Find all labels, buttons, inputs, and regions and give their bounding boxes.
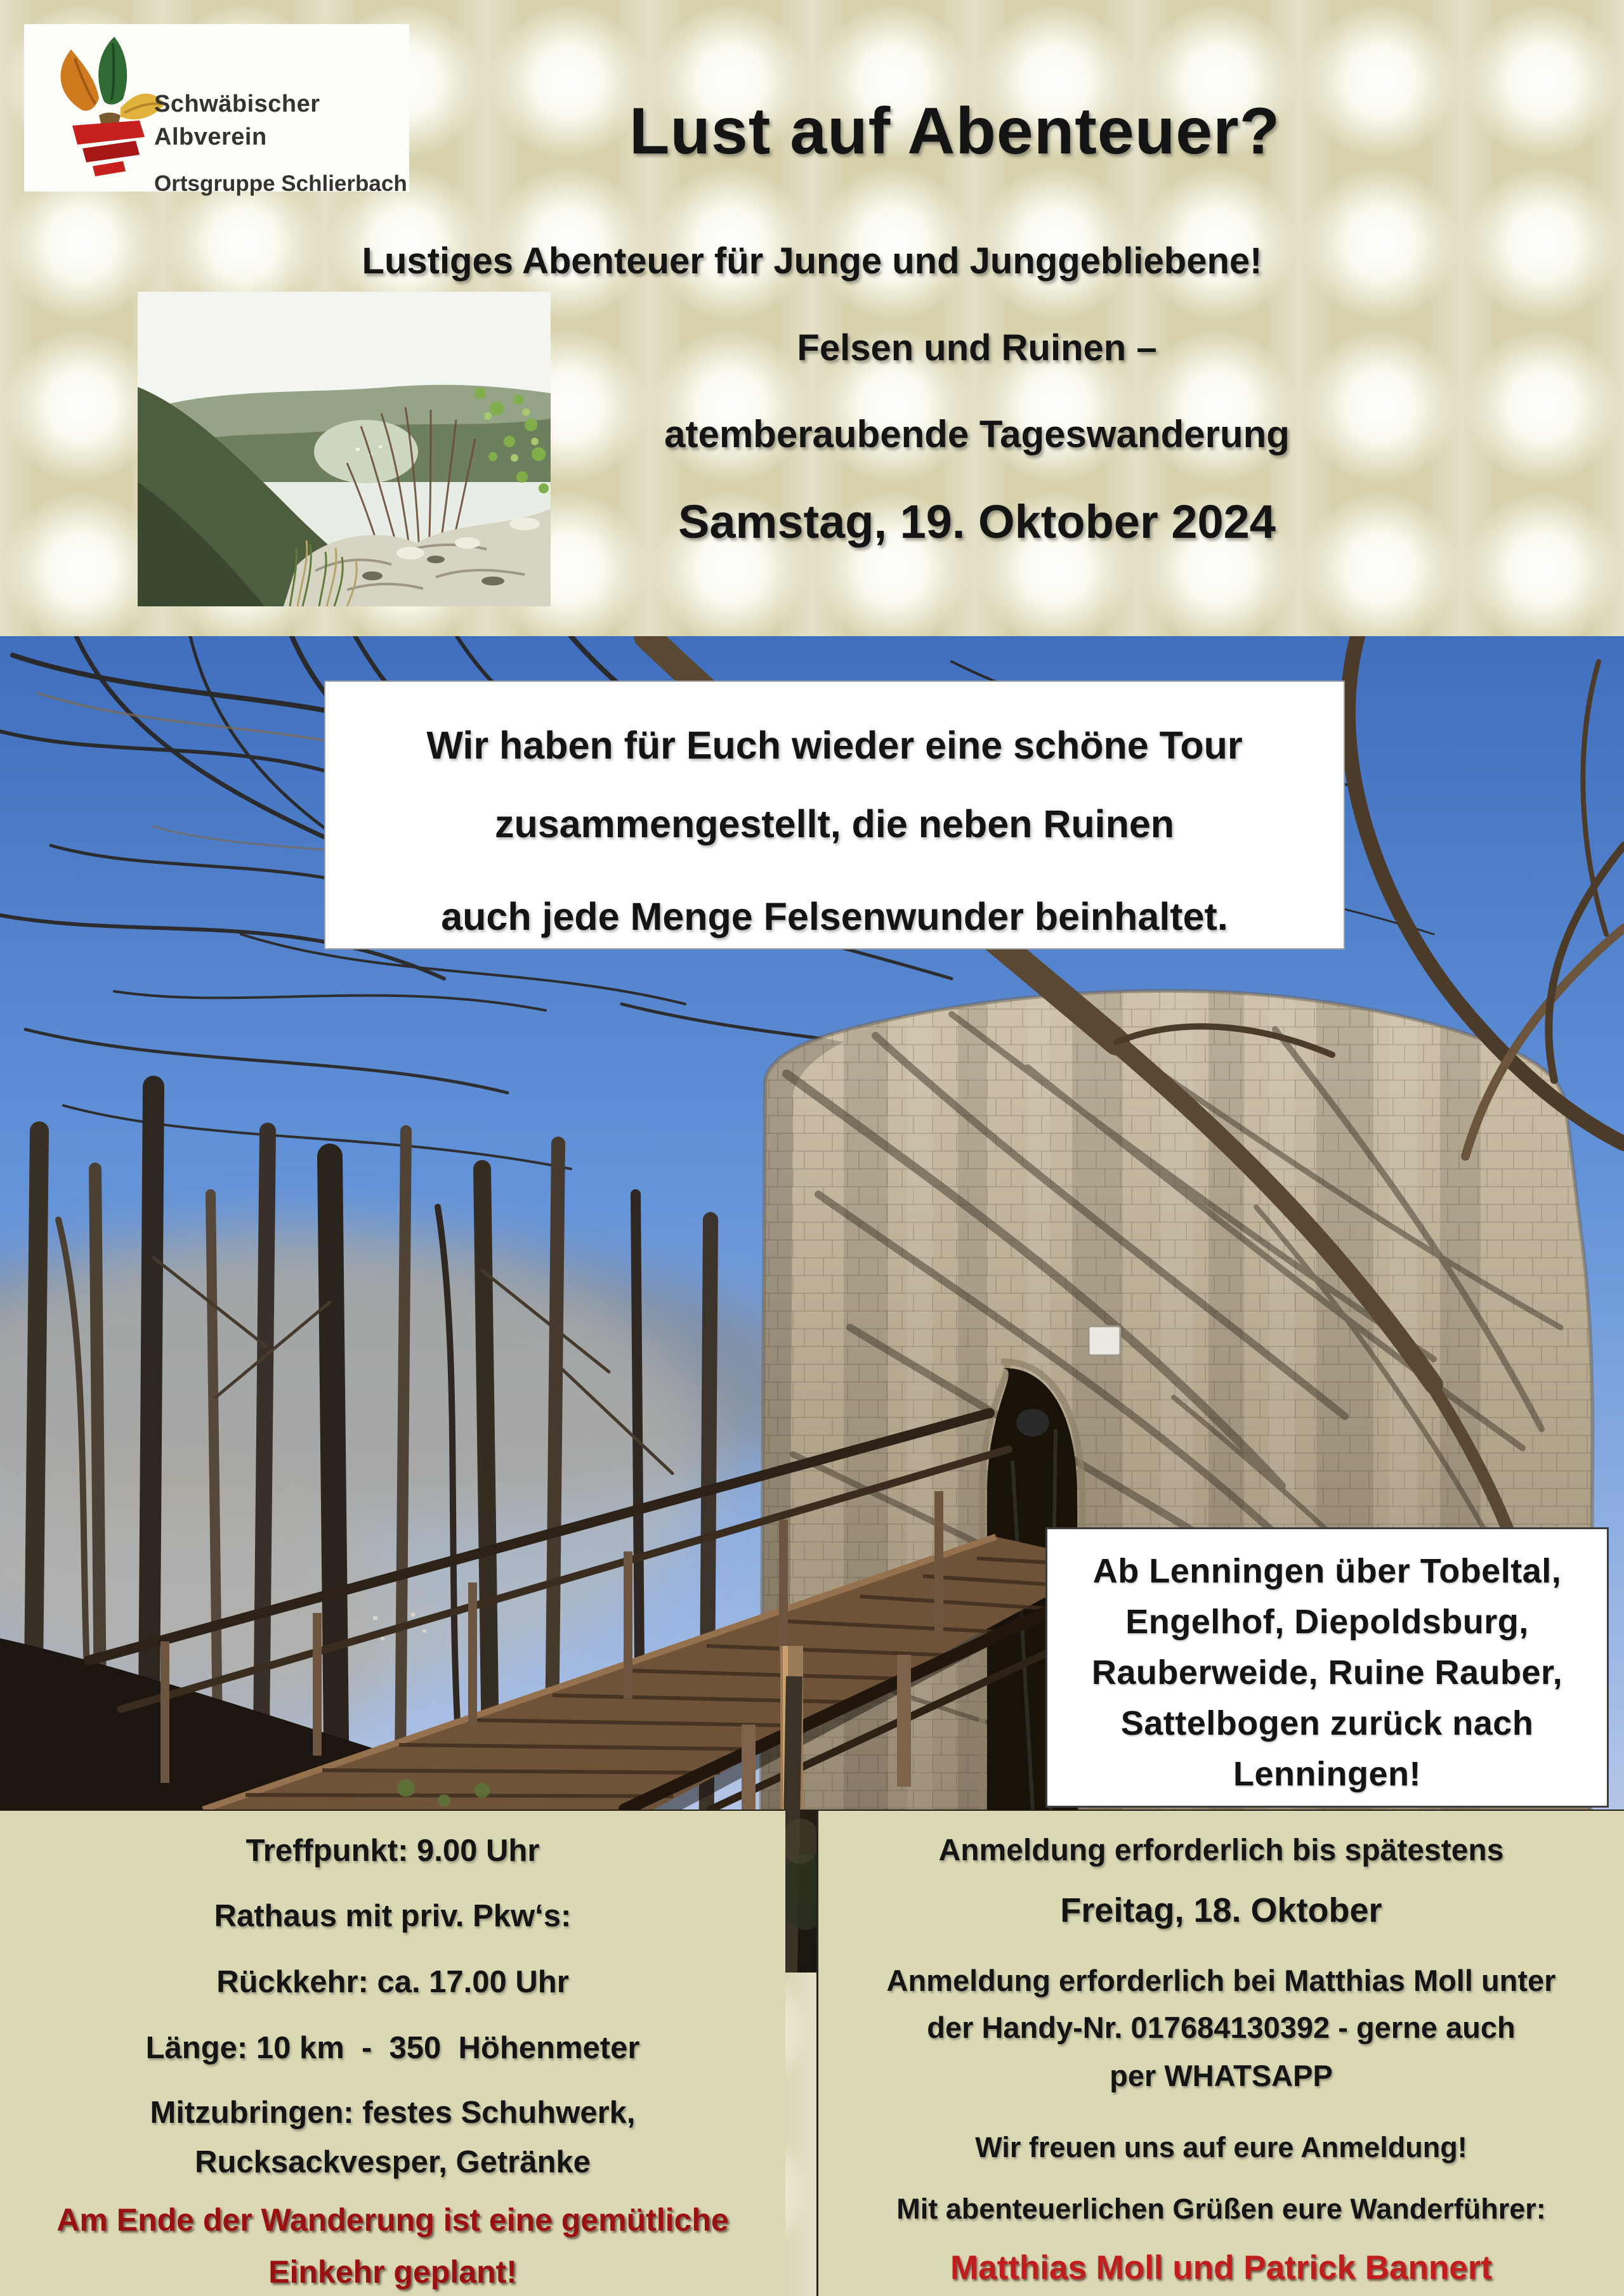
route-line: Sattelbogen zurück nach — [1120, 1704, 1534, 1742]
page-title: Lust auf Abenteuer? — [629, 95, 1281, 168]
intro-line: zusammengestellt, die neben Ruinen — [494, 802, 1175, 845]
route-text-box — [1045, 1527, 1609, 1808]
registration-panel — [816, 1811, 1624, 2296]
bring-line: Rucksackvesper, Getränke — [195, 2145, 591, 2179]
bring-line: Mitzubringen: festes Schuhwerk, — [150, 2096, 636, 2130]
contact-line: der Handy-Nr. 017684130392 - gerne auch — [927, 2011, 1516, 2044]
logo-group-name: Ortsgruppe Schlierbach — [154, 171, 407, 196]
wall-plaque — [1089, 1326, 1120, 1355]
valley-landscape-illustration — [138, 292, 551, 606]
stop-note-line: Einkehr geplant! — [268, 2254, 517, 2290]
logo-org-line2: Albverein — [154, 124, 267, 150]
route-line: Rauberweide, Ruine Rauber, — [1091, 1654, 1563, 1692]
intro-line: auch jede Menge Felsenwunder beinhaltet. — [441, 895, 1228, 938]
route-length: Länge: 10 km - 350 Höhenmeter — [145, 2031, 640, 2065]
subtitle-line: Lustiges Abenteuer für Junge und Junggebliebene! — [362, 240, 1262, 282]
route-line: Ab Lenningen über Tobeltal, — [1092, 1552, 1562, 1590]
details-panel — [0, 1811, 785, 2296]
date-line: Samstag, 19. Oktober 2024 — [678, 495, 1276, 548]
intro-text-box — [324, 681, 1345, 949]
closing-line: Wir freuen uns auf eure Anmeldung! — [975, 2131, 1467, 2163]
contact-line: Anmeldung erforderlich bei Matthias Moll unter — [886, 1964, 1556, 1997]
contact-line: per WHATSAPP — [1110, 2059, 1333, 2092]
meeting-time: Treffpunkt: 9.00 Uhr — [246, 1834, 540, 1868]
valley-landscape-photo — [138, 292, 551, 606]
start-place: Rathaus mit priv. Pkw‘s: — [214, 1899, 572, 1933]
guide-names: Matthias Moll und Patrick Bannert — [950, 2249, 1492, 2286]
deadline-intro: Anmeldung erforderlich bis spätestens — [938, 1834, 1504, 1867]
route-line: Lenningen! — [1233, 1755, 1421, 1793]
return-time: Rückkehr: ca. 17.00 Uhr — [216, 1965, 569, 1999]
theme-line: Felsen und Ruinen – — [797, 327, 1157, 369]
closing-line: Mit abenteuerlichen Grüßen eure Wanderführer: — [896, 2193, 1546, 2225]
deadline-date: Freitag, 18. Oktober — [1060, 1891, 1382, 1929]
stop-note-line: Am Ende der Wanderung ist eine gemütliche — [56, 2202, 729, 2238]
tour-line: atemberaubende Tageswanderung — [664, 413, 1290, 455]
route-line: Engelhof, Diepoldsburg, — [1125, 1603, 1529, 1641]
albverein-leaf-ribbon-icon — [43, 33, 170, 183]
intro-line: Wir haben für Euch wieder eine schöne Tour — [426, 724, 1243, 767]
logo-org-line1: Schwäbischer — [154, 91, 320, 117]
